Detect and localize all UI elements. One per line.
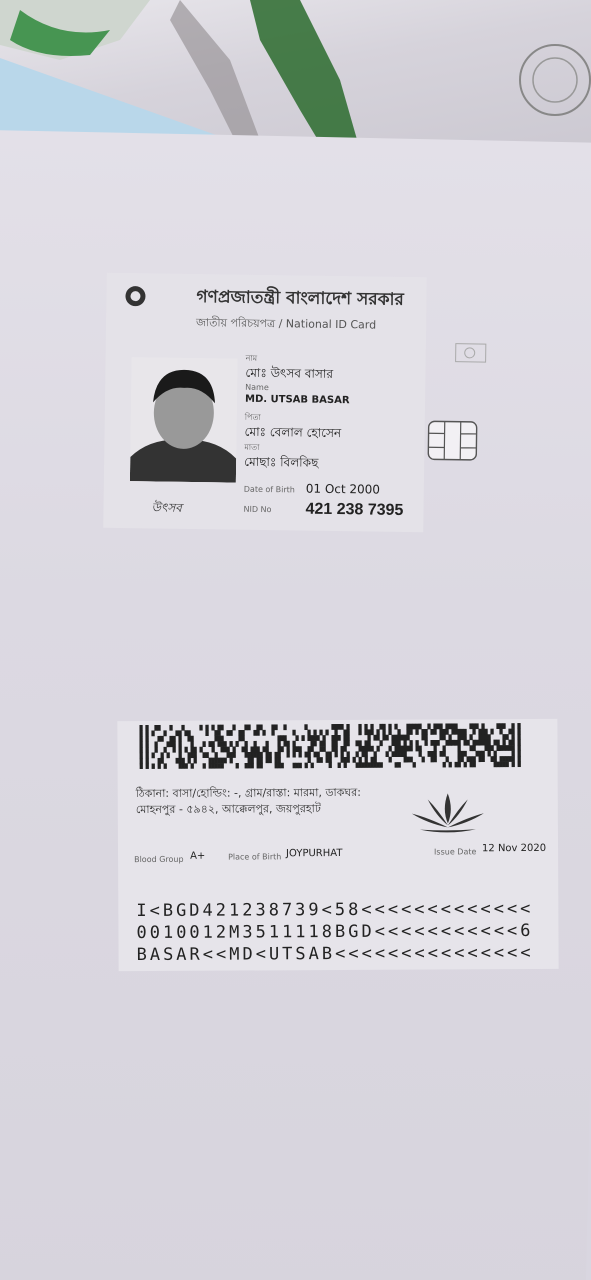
name-bn-label: নাম [245, 353, 258, 363]
issue-date-label: Issue Date [434, 847, 477, 857]
address-line-1: ঠিকানা: বাসা/হোল্ডিং: -, গ্রাম/রাস্তা: মারমা, ডাকঘর: [135, 785, 362, 801]
name-en-label: Name [245, 382, 269, 393]
name-bn: মোঃ উৎসব বাসার [245, 365, 334, 381]
bangladesh-emblem-icon [124, 285, 146, 307]
mrz-line-1: I<BGD421238739<58<<<<<<<<<<<<< [136, 898, 534, 922]
mrz-line-2: 0010012M3511118BGD<<<<<<<<<<<6 [136, 920, 534, 944]
dob-label: Date of Birth [243, 484, 295, 495]
father-label: পিতা [244, 412, 261, 422]
nid-back-card [117, 719, 558, 971]
govt-title: গণপ্রজাতন্ত্রী বাংলাদেশ সরকার [196, 287, 404, 310]
signature: উৎসব [151, 500, 182, 515]
blood-group-value: A+ [190, 850, 206, 862]
chip-icon [426, 419, 481, 464]
nid-front-card [103, 273, 427, 532]
father-name: মোঃ বেলাল হোসেন [244, 424, 342, 441]
name-en: MD. UTSAB BASAR [244, 393, 350, 407]
place-of-birth-value: JOYPURHAT [286, 847, 343, 860]
holder-photo [130, 357, 238, 482]
address-line-2: মোহনপুর - ৫৯৪২, আক্কেলপুর, জয়পুরহাট [135, 802, 321, 817]
dob-value: 01 Oct 2000 [305, 481, 381, 497]
place-of-birth-label: Place of Birth [228, 852, 282, 862]
mrz-line-3: BASAR<<MD<UTSAB<<<<<<<<<<<<<<< [136, 942, 534, 966]
shapla-emblem-icon [408, 789, 488, 835]
nid-label: NID No [243, 504, 272, 515]
blood-group-label: Blood Group [134, 854, 184, 865]
pdf417-barcode [139, 723, 523, 769]
card-title: জাতীয় পরিচয়পত্র / National ID Card [196, 316, 377, 332]
issue-date-value: 12 Nov 2020 [481, 842, 547, 855]
mother-label: মাতা [244, 442, 260, 452]
nid-number: 421 238 7395 [305, 500, 404, 519]
mother-name: মোছাঃ বিলকিছ [244, 454, 319, 470]
flag-hologram-icon [454, 340, 494, 367]
